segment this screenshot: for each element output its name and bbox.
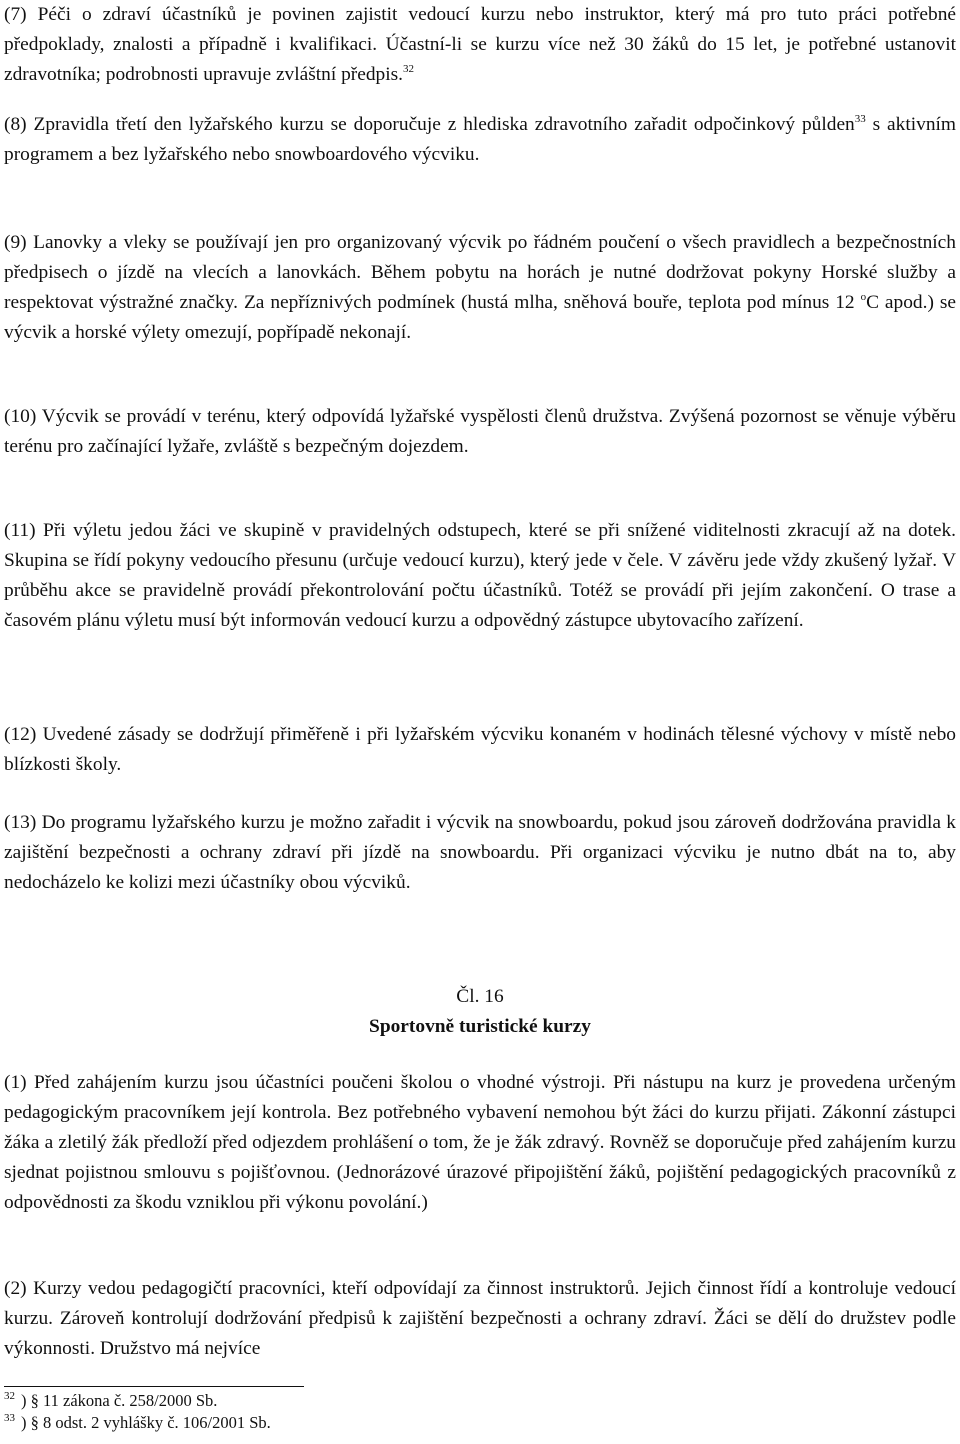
paragraph-9-text-b: C apod.) se výcvik a horské výlety omezují, popřípadě nekonají. — [4, 292, 956, 343]
footnote-divider — [4, 1386, 304, 1387]
paragraph-13: (13) Do programu lyžařského kurzu je možno zařadit i výcvik na snowboardu, pokud jsou zároveň dodržována pravidla k zajištění bezpečnosti a ochrany zdraví při jízdě na snowboardu. Při organizaci výcviku je nutno dbát na to, aby nedocházelo ke kolizi mezi účastníky obou výcviků. — [4, 812, 956, 893]
paragraph-12: (12) Uvedené zásady se dodržují přiměřeně i při lyžařském výcviku konaném v hodinách tělesné výchovy v místě nebo blízkosti školy. — [4, 724, 956, 775]
section-heading — [4, 982, 956, 1042]
footnote-ref-32[interactable]: 32 — [403, 63, 415, 75]
paragraph-9 — [4, 228, 956, 348]
section-paragraph-2: (2) Kurzy vedou pedagogičtí pracovníci, kteří odpovídají za činnost instruktorů. Jejich činnost řídí a kontroluje vedoucí kurzu. Zároveň kontrolují dodržování předpisů k zajištění bezpečnosti a ochrany zdraví. Žáci se dělí do družstev podle výkonnosti. Družstvo má nejvíce — [4, 1278, 956, 1359]
footnote-number: 32 — [4, 1390, 15, 1402]
footnote-text: ) § 8 odst. 2 vyhlášky č. 106/2001 Sb. — [21, 1413, 271, 1432]
paragraph-7 — [4, 0, 956, 90]
paragraph-7-text: (7) Péči o zdraví účastníků je povinen zajistit vedoucí kurzu nebo instruktor, který má pro tuto práci potřebné předpoklady, znalosti a případně i kvalifikaci. Účastní-li se kurzu více než 30 žáků do 15 let, je potřebné ustanovit zdravotníka; podrobnosti upravuje zvláštní předpis. — [4, 4, 956, 85]
paragraph-9-text-a: (9) Lanovky a vleky se používají jen pro organizovaný výcvik po řádném poučení o všech pravidlech a bezpečnostních předpisech o jízdě na vlecích a lanovkách. Během pobytu na horách je nutné dodržovat pokyny Horské služby a respektovat výstražné značky. Za nepříznivých podmínek (hustá mlha, sněhová bouře, teplota pod mínus 12 — [4, 232, 956, 313]
section-title: Sportovně turistické kurzy — [369, 1016, 591, 1037]
paragraph-8-text-a: (8) Zpravidla třetí den lyžařského kurzu se doporučuje z hlediska zdravotního zařadit odpočinkový půlden — [4, 114, 855, 135]
footnote-32 — [4, 1390, 271, 1412]
paragraph-8 — [4, 110, 956, 170]
paragraph-10: (10) Výcvik se provádí v terénu, který odpovídá lyžařské vyspělosti členů družstva. Zvýšená pozornost se věnuje výběru terénu pro začínající lyžaře, zvláště s bezpečným dojezdem. — [4, 406, 956, 457]
degree-mark: o — [860, 291, 867, 303]
section-number: Čl. 16 — [456, 986, 504, 1007]
footnote-number: 33 — [4, 1412, 15, 1424]
footnote-text: ) § 11 zákona č. 258/2000 Sb. — [21, 1391, 218, 1410]
footnotes — [4, 1390, 271, 1434]
footnote-33 — [4, 1412, 271, 1434]
section-paragraph-1: (1) Před zahájením kurzu jsou účastníci poučeni školou o vhodné výstroji. Při nástupu na kurz je provedena určeným pedagogickým pracovníkem její kontrola. Bez potřebného vybavení nemohou být žáci do kurzu přijati. Zákonní zástupci žáka a zletilý žák předloží před odjezdem prohlášení o tom, že je žák zdravý. Rovněž se doporučuje před zahájením kurzu sjednat pojistnou smlouvu s pojišťovnou. (Jednorázové úrazové připojištění žáků, pojištění pedagogických pracovníků z odpovědnosti za škodu vzniklou při výkonu povolání.) — [4, 1072, 956, 1213]
footnote-ref-33[interactable]: 33 — [854, 113, 866, 125]
paragraph-11: (11) Při výletu jedou žáci ve skupině v pravidelných odstupech, které se při snížené viditelnosti zkracují až na dotek. Skupina se řídí pokyny vedoucího přesunu (určuje vedoucí kurzu), který jede v čele. V závěru jede vždy zkušený lyžař. V průběhu akce se pravidelně provádí překontrolování počtu účastníků. Totéž se provádí při jejím zakončení. O trase a časovém plánu výletu musí být informován vedoucí kurzu a odpovědný zástupce ubytovacího zařízení. — [4, 520, 956, 631]
paragraph-8-text-b: s aktivním programem a bez lyžařského nebo snowboardového výcviku. — [4, 114, 956, 165]
